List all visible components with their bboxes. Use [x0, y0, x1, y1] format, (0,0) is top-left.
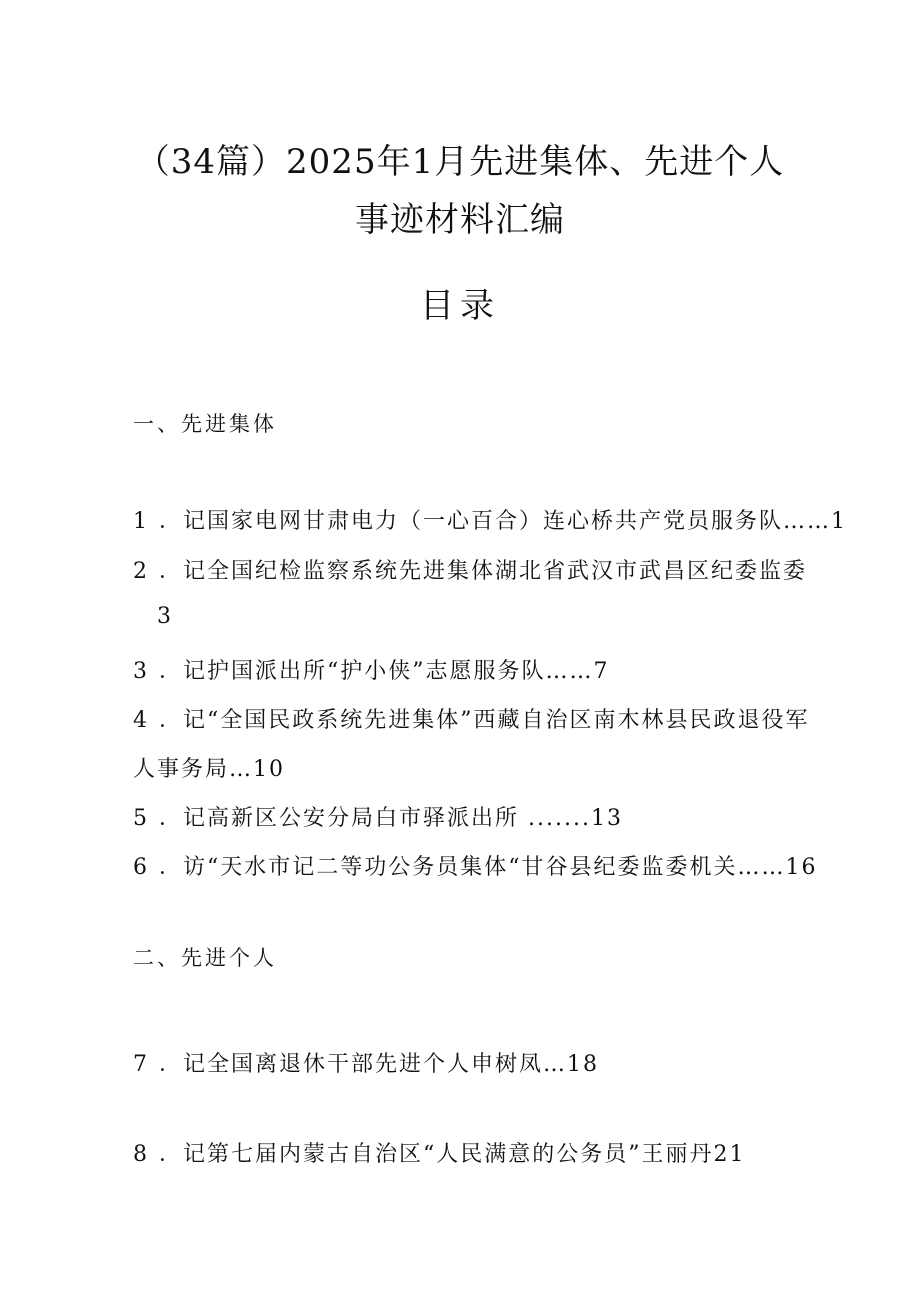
toc-entry-6[interactable]	[133, 850, 818, 881]
section-heading-collectives: 一、先进集体	[133, 412, 277, 436]
toc-entry-text: ．记高新区公安分局白市驿派出所 .......13	[159, 806, 623, 831]
toc-entry-number: 4	[133, 708, 149, 733]
toc-entry-5[interactable]	[133, 801, 803, 832]
toc-entry-text: ．记护国派出所“护小侠”志愿服务队……7	[159, 659, 610, 684]
toc-entry-text: ．记全国离退休干部先进个人申树凤…18	[159, 1052, 599, 1077]
toc-entry-1[interactable]	[133, 504, 847, 535]
toc-entry-8[interactable]	[133, 1137, 803, 1168]
toc-entry-number: 3	[133, 659, 149, 684]
toc-entry-4-continuation: 人事务局…10	[133, 757, 285, 782]
toc-entry-text: ．记第七届内蒙古自治区“人民满意的公务员”王丽丹21	[159, 1142, 746, 1167]
toc-heading: 目录	[420, 286, 500, 326]
toc-entry-number: 1	[133, 509, 149, 534]
toc-entry-number: 2	[133, 559, 149, 584]
toc-entry-text: ．记全国纪检监察系统先进集体湖北省武汉市武昌区纪委监委	[159, 559, 808, 584]
toc-entry-3[interactable]	[133, 654, 803, 685]
toc-entry-number: 6	[133, 855, 149, 880]
toc-entry-text: ．记“全国民政系统先进集体”西藏自治区南木林县民政退役军	[159, 708, 810, 733]
section-heading-individuals: 二、先进个人	[133, 946, 277, 970]
toc-entry-number: 7	[133, 1052, 149, 1077]
toc-entry-number: 5	[133, 806, 149, 831]
document-title-line-2: 事迹材料汇编	[355, 200, 565, 240]
toc-entry-2-continuation: 3	[157, 604, 173, 629]
document-title-line-1: （34篇）2025年1月先进集体、先进个人	[135, 142, 785, 182]
toc-entry-4[interactable]	[133, 703, 810, 734]
toc-entry-number: 8	[133, 1142, 149, 1167]
toc-entry-text: ．访“天水市记二等功公务员集体“甘谷县纪委监委机关……16	[159, 855, 818, 880]
toc-entry-7[interactable]	[133, 1047, 803, 1078]
toc-entry-2[interactable]	[133, 554, 808, 585]
toc-entry-text: ．记国家电网甘肃电力（一心百合）连心桥共产党员服务队……1	[159, 509, 847, 534]
